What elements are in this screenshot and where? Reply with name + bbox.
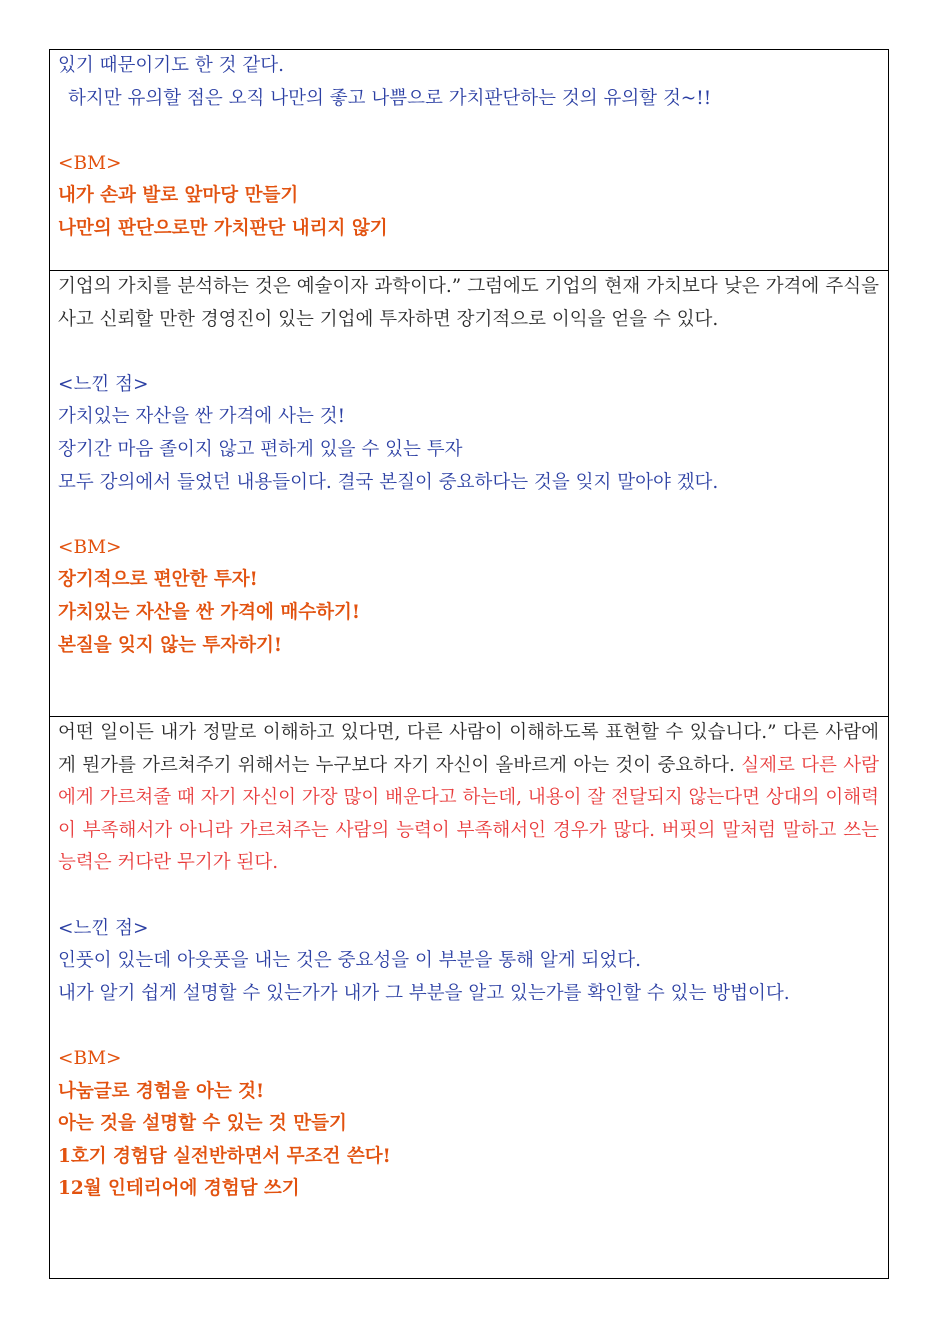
note-cell-2 bbox=[50, 271, 888, 717]
book-quote bbox=[58, 717, 879, 880]
bm-heading: <BM> bbox=[58, 152, 122, 174]
note-cell-3 bbox=[50, 717, 888, 1278]
felt-item: 내가 알기 쉽게 설명할 수 있는가가 내가 그 부분을 알고 있는가를 확인할 수 있는 방법이다. bbox=[58, 982, 790, 1004]
felt-item: 가치있는 자산을 싼 가격에 사는 것! bbox=[58, 406, 346, 428]
felt-heading: <느낀 점> bbox=[58, 373, 149, 395]
highlighted-quote-text: 실제로 다른 사람에게 가르쳐줄 때 자기 자신이 가장 많이 배운다고 하는데, 내용이 잘 전달되지 않는다면 상대의 이해력이 부족해서가 아니라 가르쳐주는 사람의 능력이 부족해서인 경우가 많다. 버핏의 말처럼 말하고 쓰는 능력은 커다란 무기가 된다. bbox=[58, 754, 879, 874]
bm-item: 12월 인테리어에 경험담 쓰기 bbox=[58, 1178, 300, 1200]
bm-item: 가치있는 자산을 싼 가격에 매수하기! bbox=[58, 601, 360, 623]
bm-item: 나만의 판단으로만 가치판단 내리지 않기 bbox=[58, 217, 388, 239]
continued-text: 있기 때문이기도 한 것 같다. bbox=[58, 55, 284, 76]
spacer bbox=[58, 880, 879, 913]
caution-text: 하지만 유의할 점은 오직 나만의 좋고 나쁨으로 가치판단하는 것의 유의할 것~!! bbox=[68, 87, 712, 109]
spacer bbox=[58, 115, 879, 148]
bm-item: 장기적으로 편안한 투자! bbox=[58, 569, 258, 591]
bm-item: 아는 것을 설명할 수 있는 것 만들기 bbox=[58, 1113, 347, 1135]
bm-item: 나눔글로 경험을 아는 것! bbox=[58, 1080, 265, 1102]
bm-item: 내가 손과 발로 앞마당 만들기 bbox=[58, 185, 299, 207]
felt-item: 모두 강의에서 들었던 내용들이다. 결국 본질이 중요하다는 것을 잊지 말아야 겠다. bbox=[58, 471, 719, 493]
quote-text: 어떤 일이든 내가 정말로 이해하고 있다면, 다른 사람이 이해하도록 표현할 수 있습니다.” 다른 사람에게 뭔가를 가르쳐주기 위해서는 누구보다 자기 자신이 올바르게 아는 것이 중요하다. bbox=[58, 722, 879, 776]
felt-heading: <느낀 점> bbox=[58, 917, 149, 939]
spacer bbox=[58, 499, 879, 532]
note-cell-1 bbox=[50, 50, 888, 271]
notes-table bbox=[49, 49, 889, 1279]
bm-item: 본질을 잊지 않는 투자하기! bbox=[58, 634, 283, 656]
felt-item: 인풋이 있는데 아웃풋을 내는 것은 중요성을 이 부분을 통해 알게 되었다. bbox=[58, 950, 641, 972]
spacer bbox=[58, 1010, 879, 1043]
bm-item: 1호기 경험담 실전반하면서 무조건 쓴다! bbox=[58, 1145, 391, 1167]
bm-heading: <BM> bbox=[58, 1047, 122, 1069]
bm-heading: <BM> bbox=[58, 536, 122, 558]
spacer bbox=[58, 336, 879, 369]
book-quote: 기업의 가치를 분석하는 것은 예술이자 과학이다.” 그럼에도 기업의 현재 가치보다 낮은 가격에 주식을 사고 신뢰할 만한 경영진이 있는 기업에 투자하면 장기적으로 이익을 얻을 수 있다. bbox=[58, 276, 879, 330]
felt-item: 장기간 마음 졸이지 않고 편하게 있을 수 있는 투자 bbox=[58, 438, 463, 460]
